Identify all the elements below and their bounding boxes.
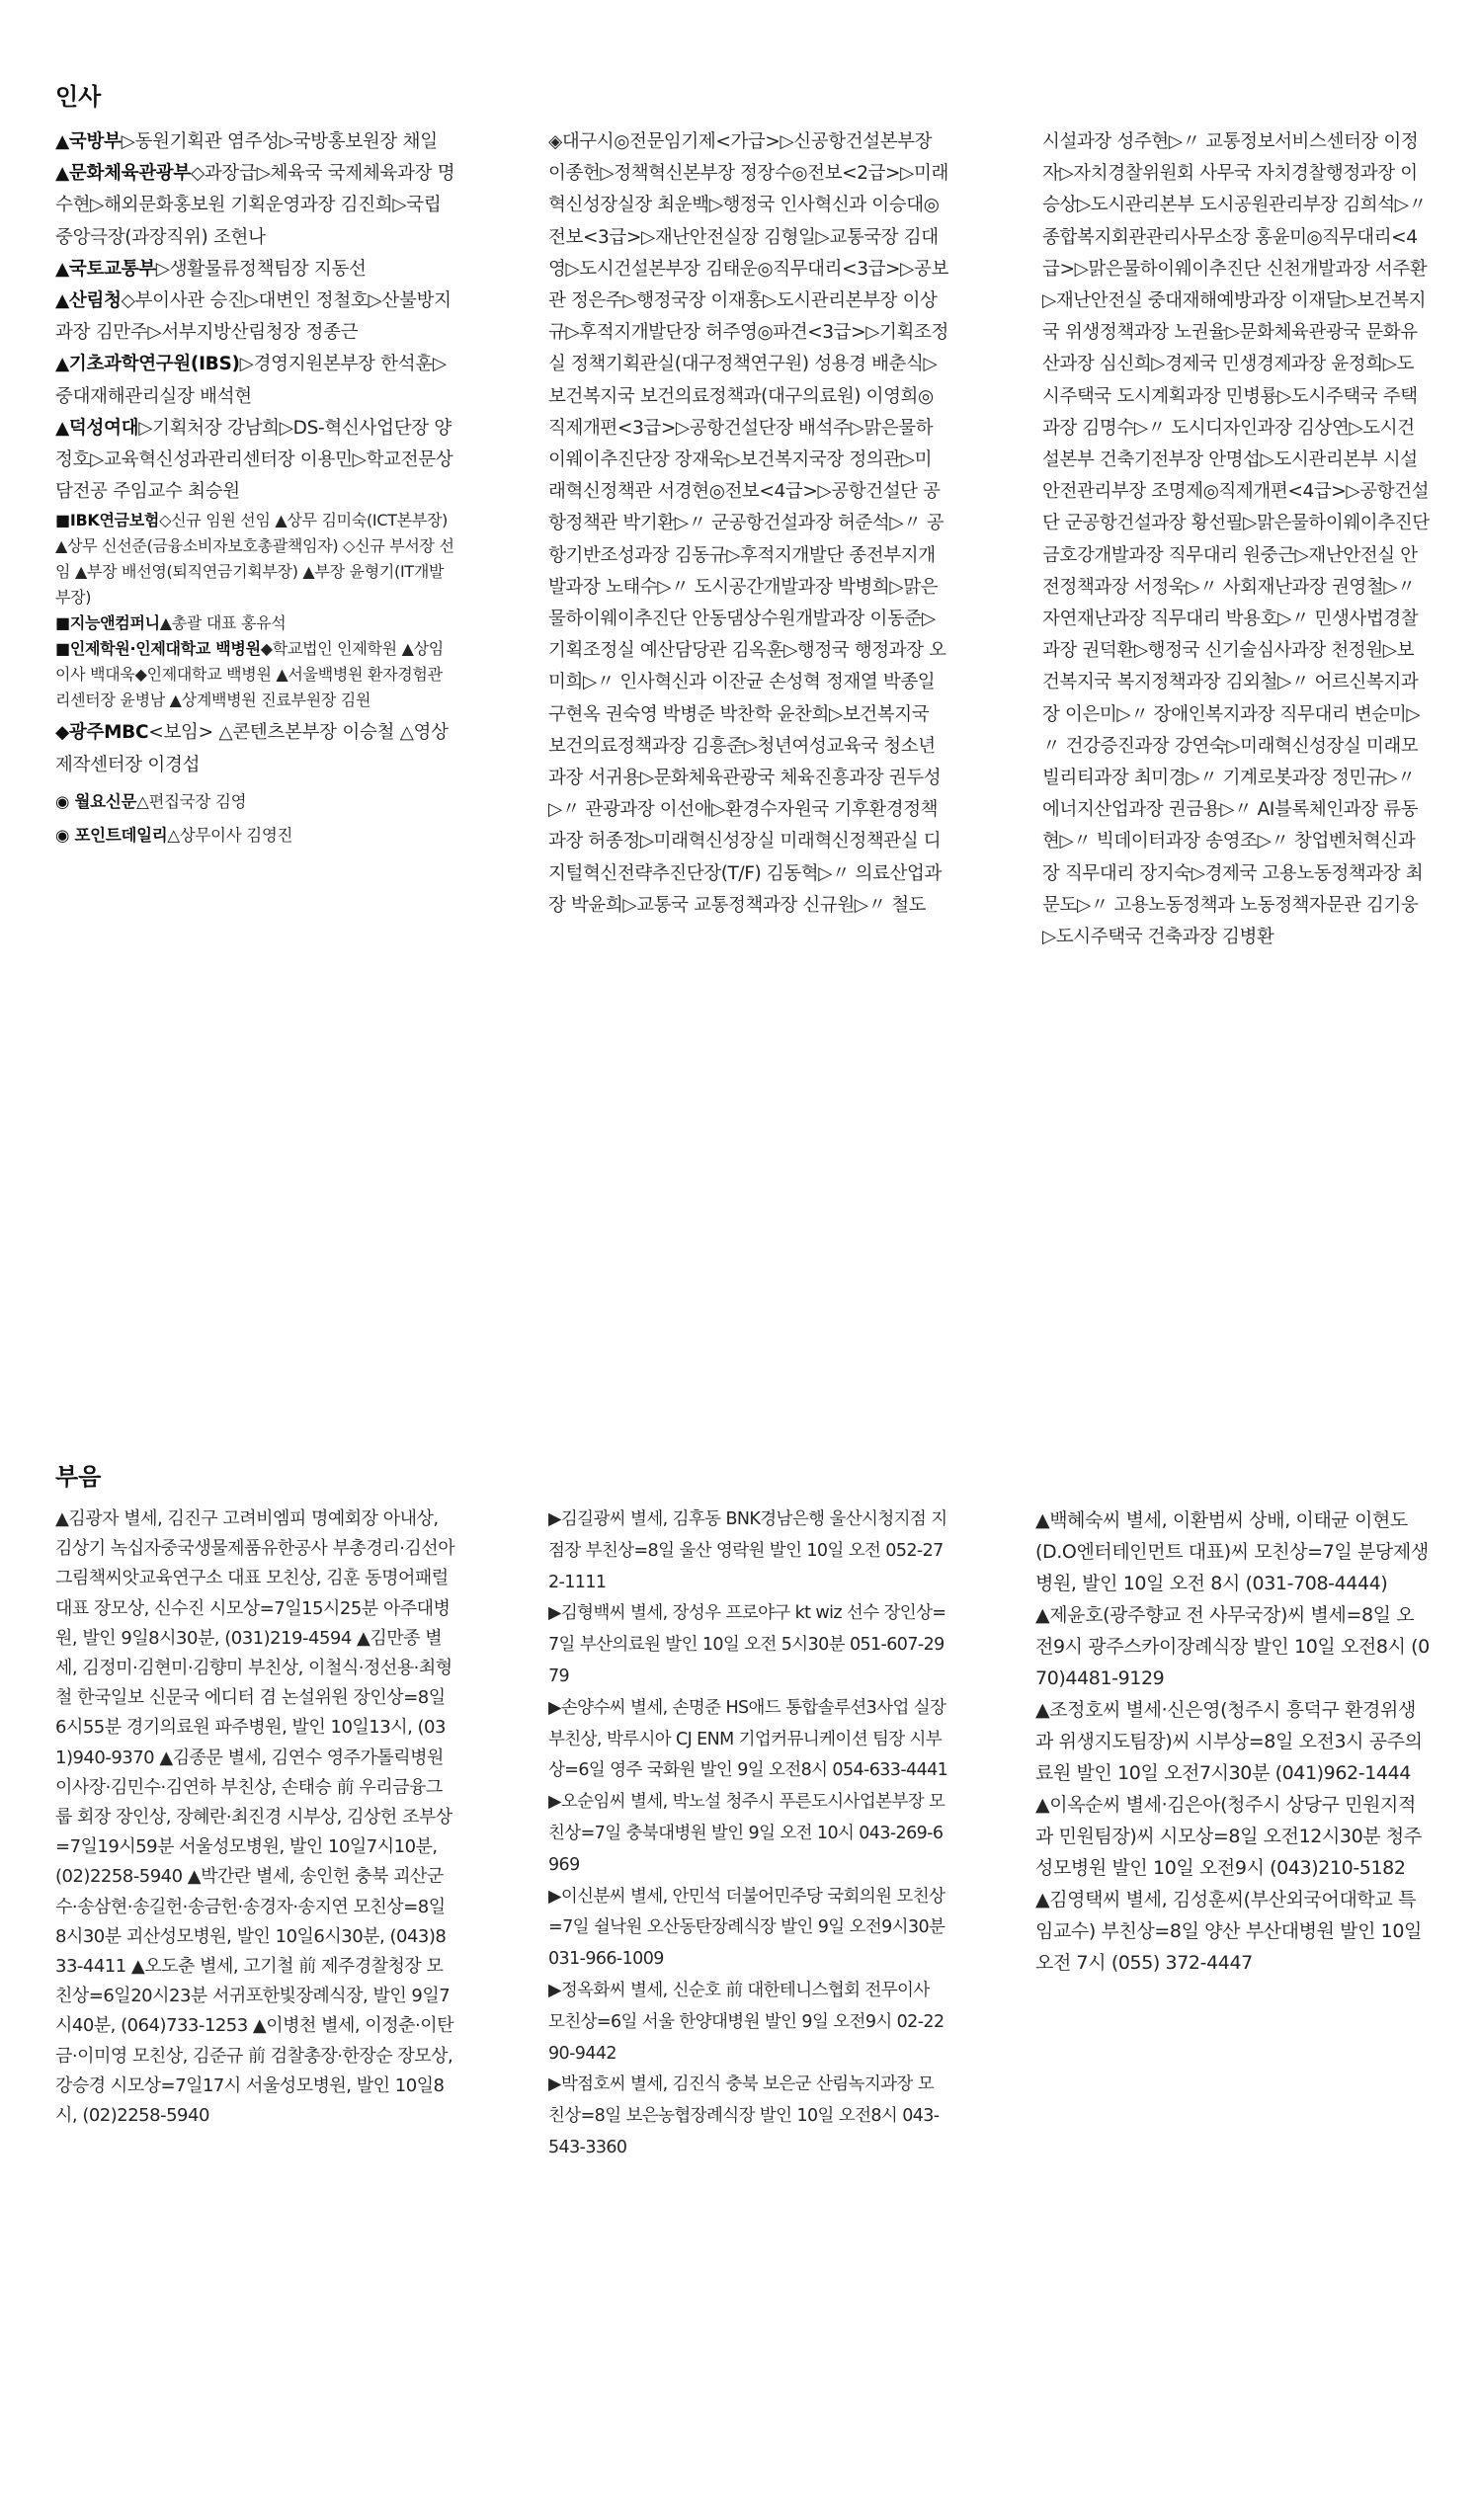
personnel-column-3	[1042, 126, 1430, 953]
personnel-entry: ■지능앤컴퍼니▲총괄 대표 홍유석	[55, 613, 287, 633]
obituary-entry: ▲김영택씨 별세, 김성훈씨(부산외국어대학교 특임교수) 부친상=8일 양산 부산대병원 발인 10일 오전 7시 (055) 372-4447	[1035, 1889, 1423, 1974]
personnel-entry: ◉ 포인트데일리△상무이사 김영진	[55, 825, 293, 845]
obituary-entry: ▶정옥화씨 별세, 신순호 前 대한테니스협회 전무이사 모친상=6일 서울 한양대병원 발인 9일 오전9시 02-2290-9442	[548, 1980, 945, 2064]
obituary-entry: ▶박점호씨 별세, 김진식 충북 보은군 산림녹지과장 모친상=8일 보은농협장례식장 발인 10일 오전8시 043-543-3360	[548, 2074, 940, 2157]
obituary-entry: ▲조정호씨 별세·신은영(청주시 흥덕구 환경위생과 위생지도팀장)씨 시부상=8일 오전3시 공주의료원 발인 10일 오전7시30분 (041)962-1444	[1035, 1699, 1423, 1784]
obituary-entry: ▶김형백씨 별세, 장성우 프로야구 kt wiz 선수 장인상=7일 부산의료원 발인 10일 오전 5시30분 051-607-2979	[548, 1603, 946, 1686]
obituary-entry: ▲제윤호(광주향교 전 사무국장)씨 별세=8일 오전9시 광주스카이장례식장 발인 10일 오전8시 (070)4481-9129	[1035, 1604, 1430, 1689]
personnel-section-title: 인사	[55, 83, 102, 111]
personnel-column-2	[548, 126, 948, 922]
personnel-entry: ▲국방부▷동원기획관 염주성▷국방홍보원장 채일	[55, 131, 438, 152]
personnel-column-1	[55, 126, 455, 853]
obituary-column-2	[548, 1504, 948, 2164]
obituary-entry: ▲이옥순씨 별세·김은아(청주시 상당구 민원지적과 민원팀장)씨 시모상=8일 오전12시30분 청주성모병원 발인 10일 오전9시 (043)210-5182	[1035, 1794, 1422, 1879]
personnel-entry: ▲국토교통부▷생활물류정책팀장 지동선	[55, 258, 367, 280]
personnel-text: ◈대구시◎전문임기제<가급>▷신공항건설본부장 이종헌▷정책혁신본부장 정장수◎전보<2급>▷미래혁신성장실장 최운백▷행정국 인사혁신과 이승대◎전보<3급>▷재난안전실장 김형일▷교통국장 김대영▷도시건설본부장 김태운◎직무대리<3급>▷공보관 정은주▷행정국장 이재홍▷도시관리본부장 이상규▷후적지개발단장 허주영◎파견<3급>▷기획조정실 정책기획관실(대구정책연구원) 성용경 배춘식▷보건복지국 보건의료정책과(대구의료원) 이영희◎직제개편<3급>▷공항건설단장 배석주▷맑은물하이웨이추진단장 장재욱▷보건복지국장 정의관▷미래혁신정책관 서경현◎전보<4급>▷공항건설단 공항정책관 박기환▷〃 군공항건설과장 허준석▷〃 공항기반조성과장 김동규▷후적지개발단 종전부지개발과장 노태수▷〃 도시공간개발과장 박병희▷맑은물하이웨이추진단 안동댐상수원개발과장 이동준▷기획조정실 예산담당관 김옥훈▷행정국 행정과장 오미희▷〃 인사혁신과 이잔균 손성혁 정재열 박종일 구현옥 권숙영 박병준 박찬학 윤찬희▷보건복지국 보건의료정책과장 김흥준▷청년여성교육국 청소년과장 서귀용▷문화체육관광국 체육진흥과장 권두성▷〃 관광과장 이선애▷환경수자원국 기후환경정책과장 허종정▷미래혁신성장실 미래혁신정책관실 디지털혁신전략추진단장(T/F) 김동혁▷〃 의료산업과장 박윤희▷교통국 교통정책과장 신규원▷〃 철도	[548, 131, 948, 916]
personnel-entry: ▲문화체육관광부◇과장급▷체육국 국제체육과장 명수현▷해외문화홍보원 기획운영과장 김진희▷국립중앙극장(과장직위) 조현나	[55, 163, 455, 248]
obituary-column-3	[1035, 1504, 1430, 1979]
personnel-text: 시설과장 성주현▷〃 교통정보서비스센터장 이정자▷자치경찰위원회 사무국 자치경찰행정과장 이승상▷도시관리본부 도시공원관리부장 김희석▷〃 종합복지회관관리사무소장 홍윤미◎직무대리<4급>▷맑은물하이웨이추진단 신천개발과장 서주환▷재난안전실 중대재해예방과장 이재달▷보건복지국 위생정책과장 노권율▷문화체육관광국 문화유산과장 심신희▷경제국 민생경제과장 윤정희▷도시주택국 도시계획과장 민병룡▷도시주택국 주택과장 김명수▷〃 도시디자인과장 김상연▷도시건설본부 건축기전부장 안명섭▷도시관리본부 시설안전관리부장 조명제◎직제개편<4급>▷공항건설단 군공항건설과장 황선필▷맑은물하이웨이추진단 금호강개발과장 직무대리 원중근▷재난안전실 안전정책과장 서정욱▷〃 사회재난과장 권영철▷〃 자연재난과장 직무대리 박용호▷〃 민생사법경찰과장 권덕환▷행정국 신기술심사과장 천정원▷보건복지국 복지정책과장 김외철▷〃 어르신복지과장 이은미▷〃 장애인복지과장 직무대리 변순미▷〃 건강증진과장 강연숙▷미래혁신성장실 미래모빌리티과장 최미경▷〃 기계로봇과장 정민규▷〃 에너지산업과장 권금용▷〃 AI블록체인과장 류동현▷〃 빅데이터과장 송영조▷〃 창업벤처혁신과장 직무대리 장지숙▷경제국 고용노동정책과장 최문도▷〃 고용노동정책과 노동정책자문관 김기웅▷도시주택국 건축과장 김병환	[1042, 131, 1430, 948]
personnel-entry: ■인제학원·인제대학교 백병원◆학교법인 인제학원 ▲상임이사 백대욱◆인제대학교 백병원 ▲서울백병원 환자경험관리센터장 윤병남 ▲상계백병원 진료부원장 김원	[55, 639, 444, 710]
personnel-entry: ▲산림청◇부이사관 승진▷대변인 정철호▷산불방지과장 김만주▷서부지방산림청장 정종근	[55, 290, 452, 344]
obituary-text: ▲김광자 별세, 김진구 고려비엠피 명예회장 아내상, 김상기 녹십자중국생물제품유한공사 부총경리·김선아 그림책씨앗교육연구소 대표 모친상, 김훈 동명어패럴 대표 장모상, 신수진 시모상=7일15시25분 아주대병원, 발인 9일8시30분, (031)219-4594 ▲김만종 별세, 김정미·김현미·김향미 부친상, 이철식·정선용·최형철 한국일보 신문국 에디터 겸 논설위원 장인상=8일6시55분 경기의료원 파주병원, 발인 10일13시, (031)940-9370 ▲김종문 별세, 김연수 영주가톨릭병원 이사장·김민수·김연하 부친상, 손태승 前 우리금융그룹 회장 장인상, 장혜란·최진경 시부상, 김상헌 조부상=7일19시59분 서울성모병원, 발인 10일7시10분, (02)2258-5940 ▲박간란 별세, 송인헌 충북 괴산군수·송삼현·송길헌·송금헌·송경자·송지연 모친상=8일8시30분 괴산성모병원, 발인 10일6시30분, (043)833-4411 ▲오도춘 별세, 고기철 前 제주경찰청장 모친상=6일20시23분 서귀포한빛장례식장, 발인 9일7시40분, (064)733-1253 ▲이병천 별세, 이정춘·이탄금·이미영 모친상, 김준규 前 검찰총장·한장순 장모상, 강승경 시모상=7일17시 서울성모병원, 발인 10일8시, (02)2258-5940	[55, 1508, 455, 2127]
obituary-section-title: 부음	[55, 1463, 102, 1491]
obituary-entry: ▶손양수씨 별세, 손명준 HS애드 통합솔루션3사업 실장 부친상, 박루시아 CJ ENM 기업커뮤니케이션 팀장 시부상=6일 영주 국화원 발인 9일 오전8시 054-633-4441	[548, 1697, 948, 1781]
personnel-entry: ◆광주MBC<보임> △콘텐츠본부장 이승철 △영상제작센터장 이경섭	[55, 722, 449, 775]
personnel-entry: ◉ 월요신문△편집국장 김영	[55, 791, 247, 811]
personnel-entry: ▲덕성여대▷기획처장 강남희▷DS-혁신사업단장 양정호▷교육혁신성과관리센터장 이용민▷학교전문상담전공 주임교수 최승원	[55, 417, 453, 503]
personnel-entry: ▲기초과학연구원(IBS)▷경영지원본부장 한석훈▷중대재해관리실장 배석현	[55, 354, 447, 407]
personnel-entry: ■IBK연금보험◇신규 임원 선임 ▲상무 김미숙(ICT본부장) ▲상무 신선준(금융소비자보호총괄책임자) ◇신규 부서장 선임 ▲부장 배선영(퇴직연금기획부장) ▲부장 윤형기(IT개발부장)	[55, 511, 454, 608]
obituary-entry: ▲백혜숙씨 별세, 이환범씨 상배, 이태균 이현도(D.O엔터테인먼트 대표)씨 모친상=7일 분당제생병원, 발인 10일 오전 8시 (031-708-4444)	[1035, 1509, 1429, 1594]
obituary-entry: ▶김길광씨 별세, 김후동 BNK경남은행 울산시청지점 지점장 부친상=8일 울산 영락원 발인 10일 오전 052-272-1111	[548, 1509, 947, 1592]
obituary-entry: ▶오순임씨 별세, 박노설 청주시 푸른도시사업본부장 모친상=7일 충북대병원 발인 9일 오전 10시 043-269-6969	[548, 1792, 945, 1875]
obituary-entry: ▶이신분씨 별세, 안민석 더불어민주당 국회의원 모친상=7일 쉴낙원 오산동탄장례식장 발인 9일 오전9시30분 031-966-1009	[548, 1886, 945, 1970]
obituary-column-1	[55, 1504, 455, 2131]
